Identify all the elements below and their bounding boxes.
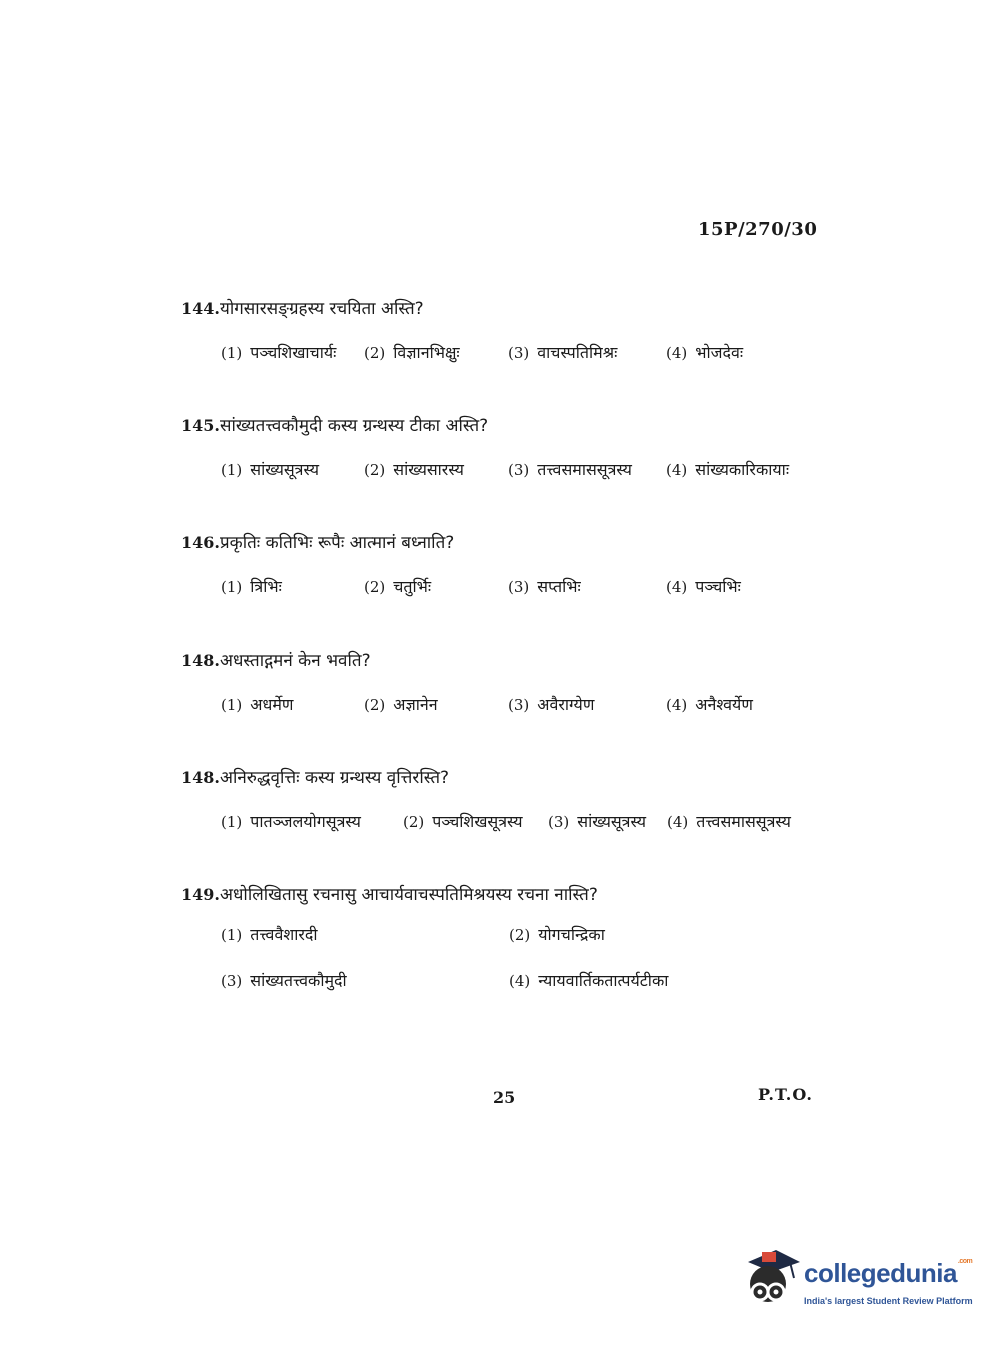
- question-text: अनिरुद्धवृत्तिः कस्य ग्रन्थस्य वृत्तिरस्ति?: [219, 768, 450, 788]
- option-2: (2) विज्ञानभिक्षुः: [364, 343, 460, 362]
- question-stem: [181, 648, 841, 671]
- question-text: योगसारसङ्ग्रहस्य रचयिता अस्ति?: [219, 299, 424, 319]
- question-number: 144.: [181, 299, 220, 318]
- question-144: [181, 296, 841, 365]
- question-148-a: [181, 648, 841, 717]
- option-3: (3) अवैराग्येण: [508, 695, 595, 714]
- question-stem: [181, 882, 841, 905]
- option-4: (4) तत्त्वसमाससूत्रस्य: [667, 812, 791, 831]
- question-stem: [181, 530, 841, 553]
- option-4: (4) पञ्चभिः: [666, 577, 741, 596]
- pto-label: P.T.O.: [758, 1085, 813, 1104]
- options-row: [181, 458, 841, 482]
- question-number: 145.: [181, 416, 220, 435]
- question-number: 148.: [181, 768, 220, 787]
- option-4: (4) सांख्यकारिकायाः: [666, 460, 790, 479]
- question-text: सांख्यतत्त्वकौमुदी कस्य ग्रन्थस्य टीका अस्ति?: [219, 416, 489, 436]
- question-number: 148.: [181, 651, 220, 670]
- mascot-icon: [742, 1248, 802, 1314]
- option-2: (2) चतुर्भिः: [364, 577, 432, 596]
- option-3: (3) सांख्यसूत्रस्य: [548, 812, 647, 831]
- options-row: [181, 923, 841, 947]
- option-4: (4) भोजदेवः: [666, 343, 744, 362]
- option-3: (3) वाचस्पतिमिश्रः: [508, 343, 618, 362]
- question-146: [181, 530, 841, 599]
- question-text: अधस्ताद्गमनं केन भवति?: [219, 651, 371, 671]
- option-1: (1) सांख्यसूत्रस्य: [221, 460, 320, 479]
- option-1: (1) अधर्मेण: [221, 695, 294, 714]
- options-row: [181, 810, 841, 834]
- question-text: अधोलिखितासु रचनासु आचार्यवाचस्पतिमिश्रयस्य रचना नास्ति?: [219, 885, 598, 905]
- option-2: (2) पञ्चशिखसूत्रस्य: [403, 812, 523, 831]
- option-3: (3) सप्तभिः: [508, 577, 581, 596]
- option-1: (1) तत्त्ववैशारदी: [221, 925, 318, 944]
- option-3: (3) तत्त्वसमाससूत्रस्य: [508, 460, 632, 479]
- logo-brand: collegedunia$^{.com}$: [804, 1258, 973, 1288]
- collegedunia-logo: [742, 1248, 972, 1314]
- question-145: [181, 413, 841, 482]
- options-row: [181, 575, 841, 599]
- question-stem: [181, 765, 841, 788]
- paper-code: 15P/270/30: [698, 219, 818, 240]
- option-2: (2) अज्ञानेन: [364, 695, 438, 714]
- option-1: (1) पातञ्जलयोगसूत्रस्य: [221, 812, 361, 831]
- option-4: (4) अनैश्वर्येण: [666, 695, 753, 714]
- option-3: (3) सांख्यतत्त्वकौमुदी: [221, 971, 347, 990]
- question-number: 149.: [181, 885, 220, 904]
- option-1: (1) त्रिभिः: [221, 577, 282, 596]
- question-text: प्रकृतिः कतिभिः रूपैः आत्मानं बध्नाति?: [219, 533, 455, 553]
- question-stem: [181, 296, 841, 319]
- option-1: (1) पञ्चशिखाचार्यः: [221, 343, 337, 362]
- options-row: [181, 969, 841, 993]
- option-2: (2) सांख्यसारस्य: [364, 460, 464, 479]
- question-stem: [181, 413, 841, 436]
- logo-tagline: India's largest Student Review Platform: [804, 1296, 973, 1306]
- options-row: [181, 693, 841, 717]
- question-148-b: [181, 765, 841, 834]
- page-number: 25: [493, 1088, 516, 1107]
- option-4: (4) न्यायवार्तिकतात्पर्यटीका: [509, 971, 669, 990]
- options-row: [181, 341, 841, 365]
- option-2: (2) योगचन्द्रिका: [509, 925, 605, 944]
- question-149: [181, 882, 841, 993]
- question-number: 146.: [181, 533, 220, 552]
